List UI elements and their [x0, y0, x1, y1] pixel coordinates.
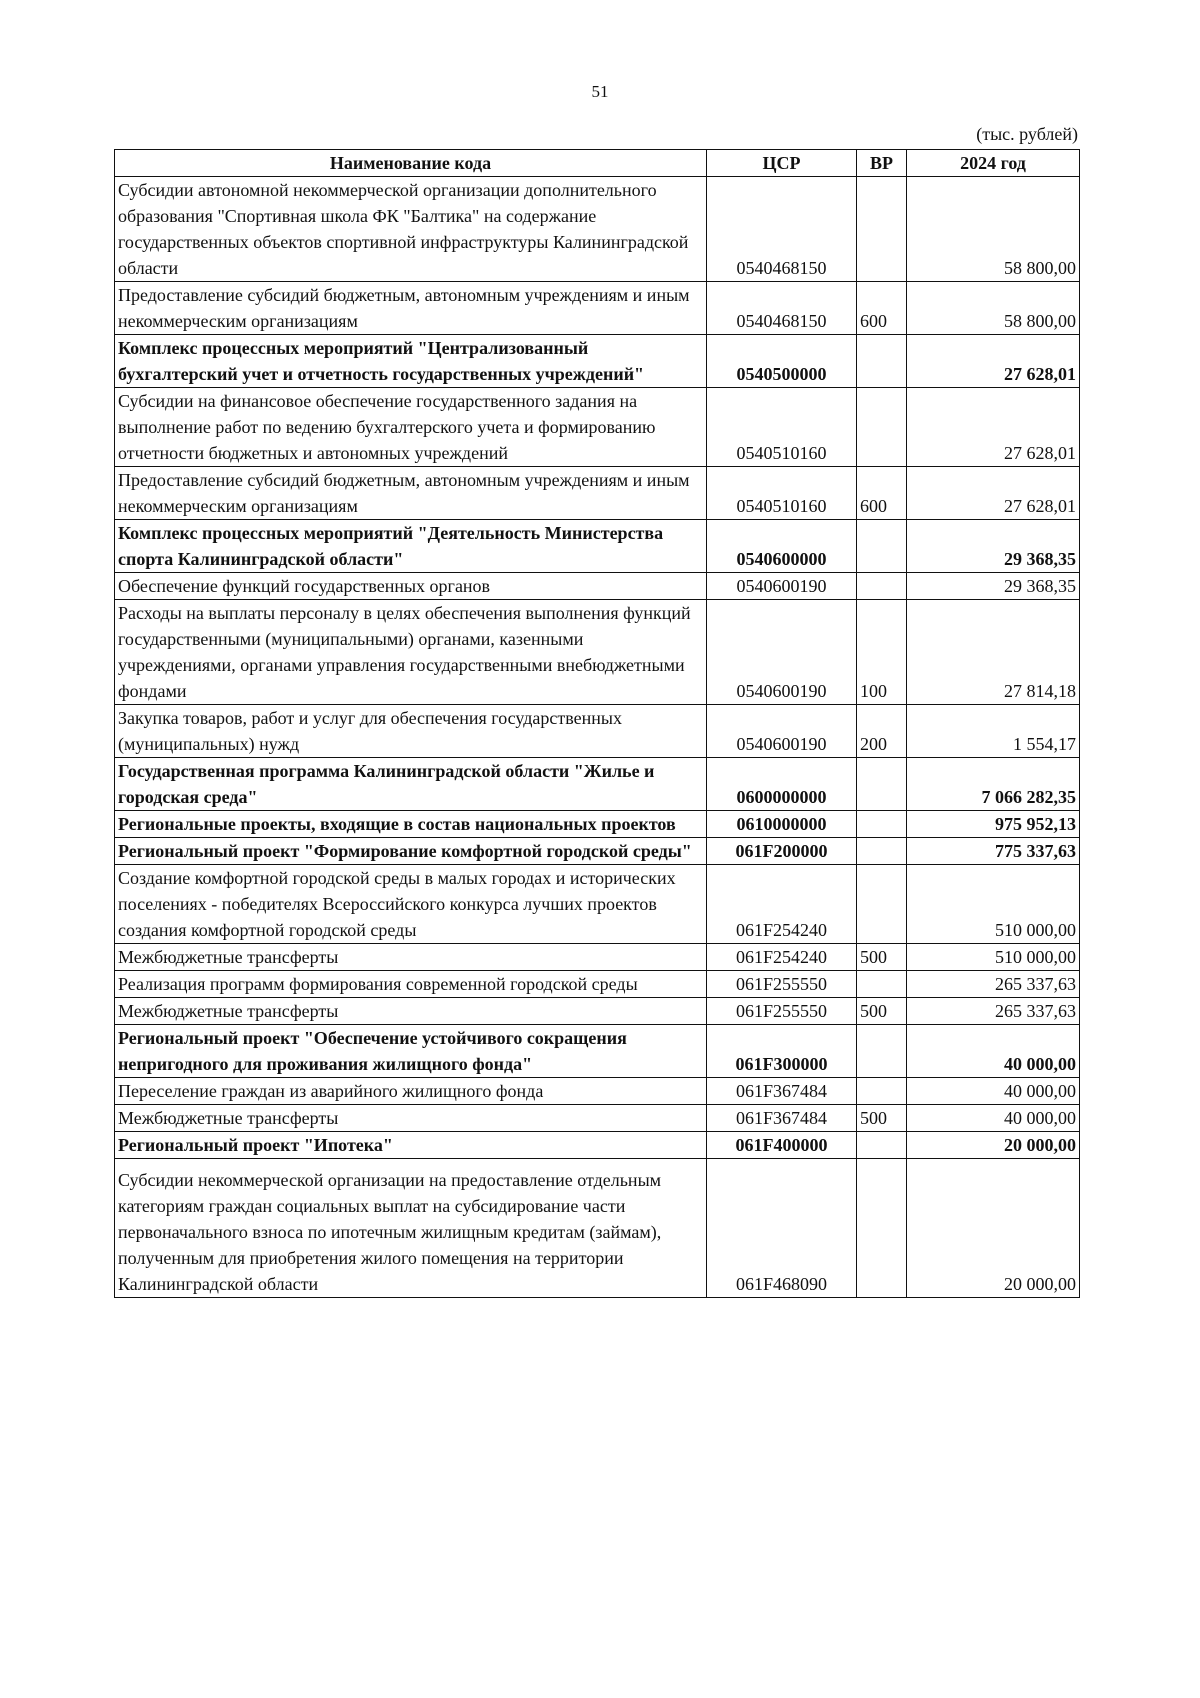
cell-csr: 061F367484: [707, 1078, 857, 1105]
cell-csr: 0540600190: [707, 600, 857, 705]
cell-name: Межбюджетные трансферты: [115, 944, 707, 971]
table-row: [115, 1159, 1080, 1298]
cell-name: Предоставление субсидий бюджетным, автономным учреждениям и иным некоммерческим организациям: [115, 467, 707, 520]
cell-csr: 0540600190: [707, 573, 857, 600]
table-row: [115, 1132, 1080, 1159]
table-row: [115, 520, 1080, 573]
cell-vr: [857, 811, 907, 838]
cell-sum: 29 368,35: [907, 573, 1080, 600]
header-csr: ЦСР: [707, 150, 857, 177]
cell-sum: 265 337,63: [907, 971, 1080, 998]
cell-sum: 510 000,00: [907, 944, 1080, 971]
cell-name: Переселение граждан из аварийного жилищного фонда: [115, 1078, 707, 1105]
budget-table: [114, 149, 1080, 1298]
cell-vr: 500: [857, 944, 907, 971]
table-row: [115, 758, 1080, 811]
table-row: [115, 177, 1080, 282]
cell-csr: 061F400000: [707, 1132, 857, 1159]
cell-name: Региональный проект "Обеспечение устойчивого сокращения непригодного для проживания жилищного фонда": [115, 1025, 707, 1078]
cell-csr: 0540468150: [707, 282, 857, 335]
cell-sum: 265 337,63: [907, 998, 1080, 1025]
cell-vr: [857, 971, 907, 998]
table-row: [115, 944, 1080, 971]
cell-vr: [857, 335, 907, 388]
table-row: [115, 998, 1080, 1025]
cell-name: Субсидии некоммерческой организации на предоставление отдельным категориям граждан социальных выплат на субсидирование части первоначального взноса по ипотечным жилищным кредитам (займам), полученным для приобретения жилого помещения на территории Калининградской области: [115, 1159, 707, 1298]
cell-csr: 061F254240: [707, 944, 857, 971]
cell-vr: [857, 388, 907, 467]
cell-sum: 975 952,13: [907, 811, 1080, 838]
cell-name: Комплекс процессных мероприятий "Централизованный бухгалтерский учет и отчетность государственных учреждений": [115, 335, 707, 388]
table-row: [115, 1025, 1080, 1078]
table-row: [115, 600, 1080, 705]
cell-csr: 0540510160: [707, 388, 857, 467]
table-row: [115, 1105, 1080, 1132]
cell-csr: 0540468150: [707, 177, 857, 282]
cell-csr: 0540600190: [707, 705, 857, 758]
cell-vr: [857, 758, 907, 811]
units-label: (тыс. рублей): [976, 124, 1078, 144]
cell-name: Субсидии автономной некоммерческой организации дополнительного образования "Спортивная школа ФК "Балтика" на содержание государственных объектов спортивной инфраструктуры Калининградской области: [115, 177, 707, 282]
table-row: [115, 388, 1080, 467]
cell-name: Создание комфортной городской среды в малых городах и исторических поселениях - победителях Всероссийского конкурса лучших проектов создания комфортной городской среды: [115, 865, 707, 944]
table-row: [115, 282, 1080, 335]
cell-csr: 061F367484: [707, 1105, 857, 1132]
header-sum: 2024 год: [907, 150, 1080, 177]
cell-sum: 58 800,00: [907, 177, 1080, 282]
cell-sum: 7 066 282,35: [907, 758, 1080, 811]
cell-csr: 0600000000: [707, 758, 857, 811]
cell-name: Межбюджетные трансферты: [115, 998, 707, 1025]
cell-vr: 200: [857, 705, 907, 758]
cell-vr: [857, 1132, 907, 1159]
cell-name: Реализация программ формирования современной городской среды: [115, 971, 707, 998]
cell-vr: [857, 1025, 907, 1078]
cell-name: Закупка товаров, работ и услуг для обеспечения государственных (муниципальных) нужд: [115, 705, 707, 758]
cell-csr: 061F254240: [707, 865, 857, 944]
table-row: [115, 865, 1080, 944]
table-row: [115, 335, 1080, 388]
table-row: [115, 971, 1080, 998]
page-number: 51: [591, 82, 609, 101]
cell-csr: 0540500000: [707, 335, 857, 388]
cell-name: Государственная программа Калининградской области "Жилье и городская среда": [115, 758, 707, 811]
cell-name: Субсидии на финансовое обеспечение государственного задания на выполнение работ по ведению бухгалтерского учета и формированию отчетности бюджетных и автономных учреждений: [115, 388, 707, 467]
cell-vr: [857, 573, 907, 600]
cell-sum: 20 000,00: [907, 1159, 1080, 1298]
cell-sum: 40 000,00: [907, 1105, 1080, 1132]
table-row: [115, 838, 1080, 865]
table-row: [115, 467, 1080, 520]
cell-csr: 061F200000: [707, 838, 857, 865]
cell-sum: 20 000,00: [907, 1132, 1080, 1159]
header-vr: ВР: [857, 150, 907, 177]
cell-vr: [857, 865, 907, 944]
cell-csr: 061F255550: [707, 998, 857, 1025]
cell-name: Обеспечение функций государственных органов: [115, 573, 707, 600]
cell-sum: 27 628,01: [907, 388, 1080, 467]
cell-csr: 061F300000: [707, 1025, 857, 1078]
cell-vr: 500: [857, 998, 907, 1025]
cell-sum: 40 000,00: [907, 1078, 1080, 1105]
cell-name: Предоставление субсидий бюджетным, автономным учреждениям и иным некоммерческим организациям: [115, 282, 707, 335]
cell-vr: [857, 1078, 907, 1105]
cell-csr: 061F255550: [707, 971, 857, 998]
cell-sum: 510 000,00: [907, 865, 1080, 944]
cell-vr: 500: [857, 1105, 907, 1132]
cell-vr: 600: [857, 282, 907, 335]
cell-sum: 29 368,35: [907, 520, 1080, 573]
cell-csr: 0610000000: [707, 811, 857, 838]
cell-name: Региональный проект "Формирование комфортной городской среды": [115, 838, 707, 865]
cell-sum: 40 000,00: [907, 1025, 1080, 1078]
cell-name: Комплекс процессных мероприятий "Деятельность Министерства спорта Калининградской области": [115, 520, 707, 573]
cell-sum: 27 628,01: [907, 335, 1080, 388]
cell-name: Межбюджетные трансферты: [115, 1105, 707, 1132]
cell-vr: 100: [857, 600, 907, 705]
cell-sum: 58 800,00: [907, 282, 1080, 335]
cell-vr: [857, 520, 907, 573]
cell-vr: [857, 177, 907, 282]
cell-name: Региональный проект "Ипотека": [115, 1132, 707, 1159]
table-row: [115, 1078, 1080, 1105]
table-row: [115, 811, 1080, 838]
cell-csr: 0540600000: [707, 520, 857, 573]
cell-sum: 27 814,18: [907, 600, 1080, 705]
cell-vr: [857, 1159, 907, 1298]
cell-sum: 27 628,01: [907, 467, 1080, 520]
cell-csr: 061F468090: [707, 1159, 857, 1298]
cell-csr: 0540510160: [707, 467, 857, 520]
table-row: [115, 705, 1080, 758]
table-row: [115, 573, 1080, 600]
table-header-row: [115, 150, 1080, 177]
cell-sum: 1 554,17: [907, 705, 1080, 758]
header-name: Наименование кода: [115, 150, 707, 177]
cell-name: Расходы на выплаты персоналу в целях обеспечения выполнения функций государственными (муниципальными) органами, казенными учреждениями, органами управления государственными внебюджетными фондами: [115, 600, 707, 705]
cell-name: Региональные проекты, входящие в состав национальных проектов: [115, 811, 707, 838]
cell-sum: 775 337,63: [907, 838, 1080, 865]
cell-vr: 600: [857, 467, 907, 520]
cell-vr: [857, 838, 907, 865]
